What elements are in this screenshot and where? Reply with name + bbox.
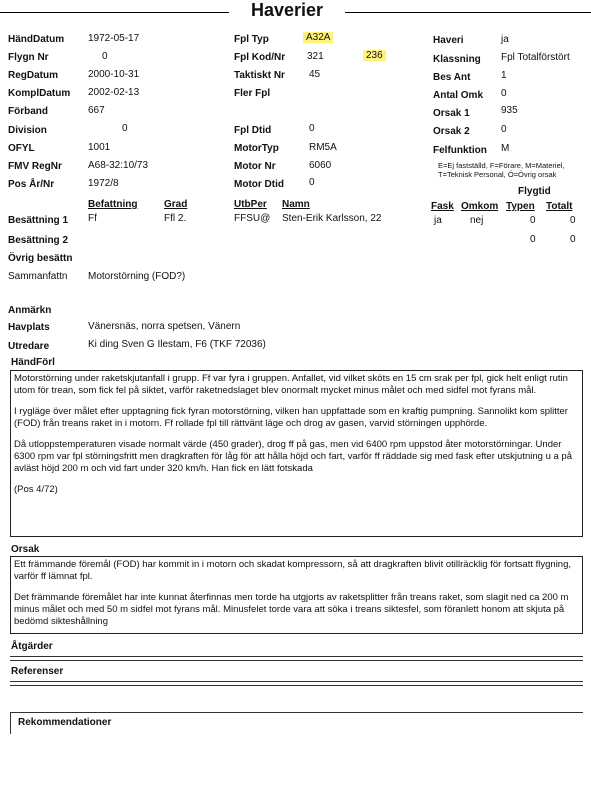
- regdatum-value: 2000-10-31: [88, 69, 140, 80]
- handdatum-value: 1972-05-17: [88, 33, 140, 44]
- handforl-textbox: [10, 370, 583, 537]
- havplats-label: Havplats: [8, 322, 50, 333]
- kompldatum-label: KomplDatum: [8, 88, 71, 99]
- fpl-kod-nr-value: 321: [307, 51, 324, 62]
- rekommendationer-left-border: [10, 712, 11, 734]
- fpl-typ-value: A32A: [303, 32, 333, 43]
- ovrig-besattn-label: Övrig besättn: [8, 253, 73, 264]
- haveri-label: Haveri: [433, 35, 464, 46]
- namn-cell: Sten-Erik Karlsson, 22: [282, 213, 382, 224]
- utbper-header: UtbPer: [234, 199, 267, 210]
- rekommendationer-top-rule: [10, 712, 583, 713]
- forband-value: 667: [88, 105, 105, 116]
- taktiskt-nr-label: Taktiskt Nr: [234, 70, 285, 81]
- bes-ant-label: Bes Ant: [433, 72, 471, 83]
- fler-fpl-label: Fler Fpl: [234, 88, 271, 99]
- felfunktion-value: M: [501, 143, 510, 154]
- flygn-nr-value: 0: [102, 51, 108, 62]
- felfunktion-label: Felfunktion: [433, 145, 487, 156]
- atgarder-label: Åtgärder: [11, 641, 53, 652]
- antal-omk-label: Antal Omk: [433, 90, 484, 101]
- fask-cell: ja: [434, 215, 442, 226]
- handforl-paragraph: Motorstörning under raketskjutanfall i grupp. Ff var fyra i gruppen. Anfallet, vid vilket sköts en 15 cm srak per fpl, gick helt enligt rutin utom för trean, som fick fel på siktet, varför raketnedslaget blev onormalt mycket minus målet och med sidfel mot fyrans mål.: [14, 373, 568, 396]
- orsak2-label: Orsak 2: [433, 126, 470, 137]
- orsak1-label: Orsak 1: [433, 108, 470, 119]
- omkom-cell: nej: [470, 215, 484, 226]
- motor-dtid-label: Motor Dtid: [234, 179, 284, 190]
- sammanfattn-label: Sammanfattn: [8, 271, 68, 282]
- typen-cell: 0: [530, 215, 536, 226]
- pos-ar-nr-label: Pos År/Nr: [8, 179, 55, 190]
- referenser-rule: [10, 681, 583, 682]
- flygn-nr-label: Flygn Nr: [8, 52, 49, 63]
- ofyl-value: 1001: [88, 142, 111, 153]
- klassning-label: Klassning: [433, 54, 481, 65]
- rekommendationer-label: Rekommendationer: [18, 717, 112, 728]
- grad-cell: Ffl 2.: [164, 213, 187, 224]
- fmv-regnr-label: FMV RegNr: [8, 161, 62, 172]
- klassning-value: Fpl Totalförstört: [501, 52, 570, 63]
- grad-header: Grad: [164, 199, 188, 210]
- totalt-header: Totalt: [546, 201, 573, 212]
- fpl-nr-value: 236: [363, 50, 386, 61]
- utredare-label: Utredare: [8, 341, 50, 352]
- fpl-typ-label: Fpl Typ: [234, 34, 269, 45]
- sammanfattn-value: Motorstörning (FOD?): [88, 271, 186, 282]
- handforl-label: HändFörl: [11, 357, 55, 368]
- atgarder-rule: [10, 656, 583, 657]
- page-title: Haverier: [250, 0, 324, 20]
- namn-header: Namn: [282, 199, 310, 210]
- anmarkn-label: Anmärkn: [8, 305, 52, 316]
- motortyp-label: MotorTyp: [234, 143, 279, 154]
- header-rule-left: [0, 12, 229, 13]
- omkom-header: Omkom: [461, 201, 499, 212]
- motor-nr-value: 6060: [309, 160, 332, 171]
- handforl-paragraph: I rygläge över målet efter upptagning fick fyran motorstörning, vilken han uppfattade som en kraftig pumpning. Sannolikt kom splitter (FOD) från treans raket in i motorn. Ff rollade fpl till rättvänt läge och drog av gasen, varvid störningen upphörde.: [14, 406, 568, 429]
- befattning-header: Befattning: [88, 199, 138, 210]
- antal-omk-value: 0: [501, 88, 507, 99]
- utbper-cell: FFSU@: [234, 213, 271, 224]
- orsak-label: Orsak: [11, 544, 40, 555]
- bes-ant-value: 1: [501, 70, 507, 81]
- havplats-value: Vänersnäs, norra spetsen, Vänern: [88, 321, 241, 332]
- referenser-rule-2: [10, 685, 583, 686]
- handforl-paragraph: Då utloppstemperaturen visade normalt värde (450 grader), drog ff på gas, men vid 6400 rpm uppstod åter motorstörningar. Under 6300 rpm var fpl störningsfritt men dragkraften för låg för att hålla höjd och fart, varför ff räddade sig med fask efter utskjutning u a på avläst höjd 200 m och vid fart under 320 km/h. Han fick en lätt fotskada: [14, 439, 572, 474]
- fpl-kod-nr-label: Fpl Kod/Nr: [234, 52, 286, 63]
- fask-header: Fask: [431, 201, 454, 212]
- befattning-cell: Ff: [88, 213, 97, 224]
- crew-row-label: Besättning 1: [8, 215, 69, 226]
- orsak2-value: 0: [501, 124, 507, 135]
- ofyl-label: OFYL: [8, 143, 35, 154]
- cause-legend-note: E=Ej fastställd, F=Förare, M=Materiel, T=Teknisk Personal, Ö=Övrig orsak: [438, 161, 565, 179]
- division-label: Division: [8, 125, 47, 136]
- referenser-label: Referenser: [11, 666, 64, 677]
- header-rule-right: [345, 12, 591, 13]
- fpl-dtid-value: 0: [309, 123, 315, 134]
- motor-dtid-value: 0: [309, 177, 315, 188]
- atgarder-rule-2: [10, 660, 583, 661]
- regdatum-label: RegDatum: [8, 70, 59, 81]
- flygtid-header: Flygtid: [518, 186, 551, 197]
- taktiskt-nr-value: 45: [309, 69, 321, 80]
- pos-ar-nr-value: 1972/8: [88, 178, 119, 189]
- orsak-paragraph: Ett främmande föremål (FOD) har kommit in i motorn och skadat kompressorn, så att dragkraften blivit otillräcklig för fortsatt flygning, varför ff lämnat fpl.: [14, 559, 572, 582]
- handdatum-label: HändDatum: [8, 34, 65, 45]
- orsak1-value: 935: [501, 105, 518, 116]
- fmv-regnr-value: A68-32:10/73: [88, 160, 149, 171]
- handforl-paragraph: (Pos 4/72): [14, 484, 58, 495]
- utredare-value: Ki ding Sven G Ilestam, F6 (TKF 72036): [88, 339, 266, 350]
- crew-row-label: Besättning 2: [8, 235, 69, 246]
- forband-label: Förband: [8, 106, 48, 117]
- division-value: 0: [122, 123, 128, 134]
- motor-nr-label: Motor Nr: [234, 161, 276, 172]
- typen-header: Typen: [506, 201, 535, 212]
- orsak-textbox: [10, 556, 583, 634]
- typen-cell: 0: [530, 234, 536, 245]
- kompldatum-value: 2002-02-13: [88, 87, 140, 98]
- fpl-dtid-label: Fpl Dtid: [234, 125, 272, 136]
- totalt-cell: 0: [570, 234, 576, 245]
- totalt-cell: 0: [570, 215, 576, 226]
- orsak-paragraph: Det främmande föremålet har inte kunnat återfinnas men torde ha utgjorts av raketsplitter från treans raket, som slagit ned ca 200 m minus målet och med 50 m sidfel mot fyrans mål. Minusfelet torde vara att söka i treans siktesfel, som föranlett honom att skjuta på bedömd sikteshållning: [14, 592, 569, 627]
- haveri-value: ja: [501, 34, 509, 45]
- motortyp-value: RM5A: [309, 142, 337, 153]
